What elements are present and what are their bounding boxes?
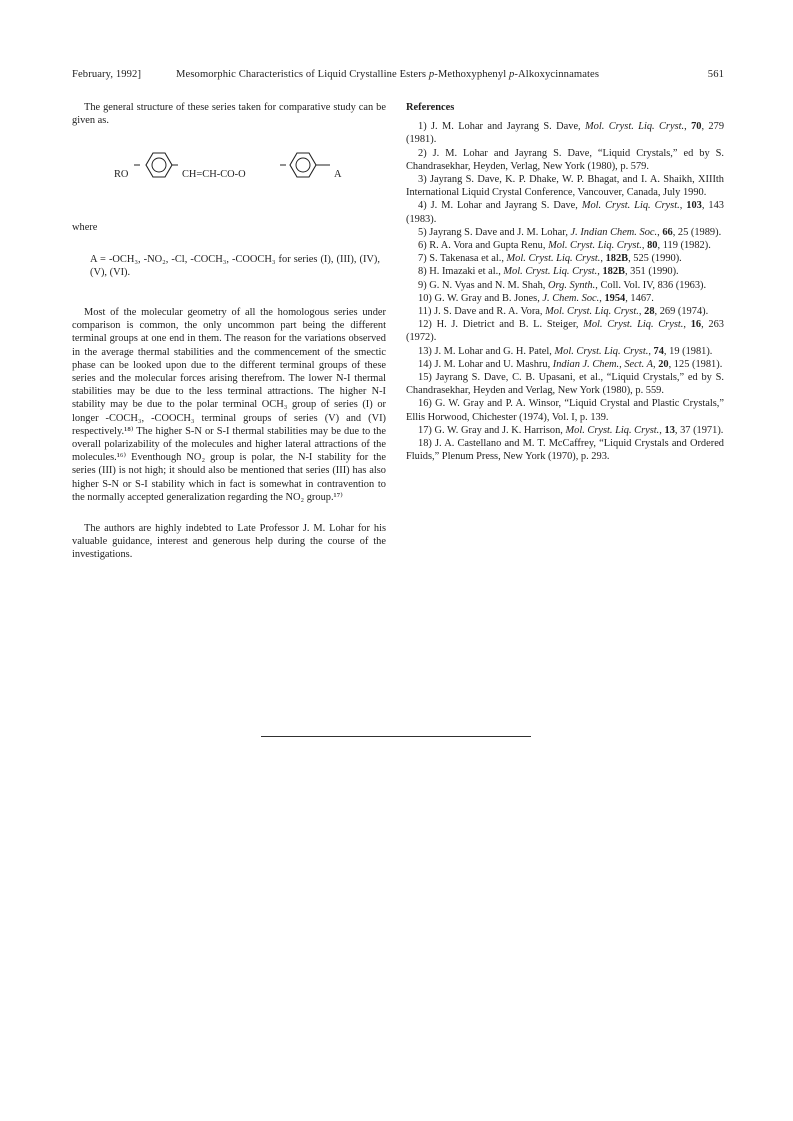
benzene-ring-right	[280, 145, 330, 185]
references-heading: References	[406, 102, 455, 113]
structure-linker-label: CH=CH-CO-O	[182, 169, 246, 181]
end-rule	[261, 736, 531, 737]
benzene-ring-left	[134, 145, 178, 185]
running-title: Mesomorphic Characteristics of Liquid Crystalline Esters p-Methoxyphenyl p-Alkoxycinnamates	[176, 69, 600, 80]
general-structure-figure	[72, 131, 386, 219]
references-section	[406, 101, 724, 463]
structure-ro-label: RO	[114, 169, 129, 181]
reference-item: 9) G. N. Vyas and N. M. Shah, Org. Synth., Coll. Vol. IV, 836 (1963).	[418, 279, 707, 291]
reference-item: 10) G. W. Gray and B. Jones, J. Chem. Soc., 1954, 1467.	[418, 292, 654, 304]
structure-intro: The general structure of these series taken for comparative study can be given as.	[72, 102, 386, 127]
running-head	[72, 69, 724, 85]
substituent-definition: A = -OCH₃, -NO₂, -Cl, -COCH₃, -COOCH₃ for series (I), (III), (IV), (V), (VI).	[90, 253, 380, 278]
reference-item: 13) J. M. Lohar and G. H. Patel, Mol. Cryst. Liq. Cryst., 74, 19 (1981).	[418, 345, 713, 357]
reference-item: 7) S. Takenasa et al., Mol. Cryst. Liq. Cryst., 182B, 525 (1990).	[418, 253, 682, 265]
reference-item: 11) J. S. Dave and R. A. Vora, Mol. Cryst. Liq. Cryst., 28, 269 (1974).	[418, 306, 709, 318]
reference-item: 1) J. M. Lohar and Jayrang S. Dave, Mol. Cryst. Liq. Cryst., 70, 279 (1981).	[406, 121, 725, 146]
reference-item: 4) J. M. Lohar and Jayrang S. Dave, Mol. Cryst. Liq. Cryst., 103, 143 (1983).	[406, 200, 724, 225]
reference-item: 15) Jayrang S. Dave, C. B. Upasani, et al., “Liquid Crystals,” ed by S. Chandrasekhar, Heyden and Verlag, New York (1980), p. 559.	[406, 372, 724, 397]
reference-item: 3) Jayrang S. Dave, K. P. Dhake, W. P. Bhagat, and I. A. Shaikh, XIIIth International Liquid Crystal Conference, Vancouver, Canada, July 1990.	[406, 174, 724, 199]
reference-item: 8) H. Imazaki et al., Mol. Cryst. Liq. Cryst., 182B, 351 (1990).	[418, 266, 679, 278]
reference-item: 17) G. W. Gray and J. K. Harrison, Mol. Cryst. Liq. Cryst., 13, 37 (1971).	[418, 424, 724, 436]
reference-item: 14) J. M. Lohar and U. Mashru, Indian J. Chem., Sect. A, 20, 125 (1981).	[418, 358, 723, 370]
reference-item: 2) J. M. Lohar and Jayrang S. Dave, “Liquid Crystals,” ed by S. Chandrasekhar, Heyden, Verlag, New York (1980), p. 579.	[406, 147, 724, 172]
where-label: where	[72, 222, 98, 234]
reference-item: 12) H. J. Dietrict and B. L. Steiger, Mol. Cryst. Liq. Cryst., 16, 263 (1972).	[406, 319, 724, 344]
issue-date: February, 1992]	[72, 69, 142, 80]
left-column	[72, 101, 386, 562]
page-number: 561	[707, 69, 724, 80]
reference-item: 18) J. A. Castellano and M. T. McCaffrey, “Liquid Crystals and Ordered Fluids,” Plenum Press, New York (1970), p. 293.	[406, 438, 724, 463]
reference-list	[406, 120, 724, 463]
reference-item: 6) R. A. Vora and Gupta Renu, Mol. Cryst. Liq. Cryst., 80, 119 (1982).	[418, 240, 711, 252]
structure-a-label: A	[334, 169, 342, 181]
reference-item: 16) G. W. Gray and P. A. Winsor, “Liquid Crystal and Plastic Crystals,” Ellis Horwood, Chichester (1974), Vol. I, p. 139.	[406, 398, 724, 423]
acknowledgement: The authors are highly indebted to Late Professor J. M. Lohar for his valuable guidance, interest and generous help during the course of the investigations.	[72, 523, 386, 561]
discussion-paragraph: Most of the molecular geometry of all the homologous series under comparison is common, the only uncommon part being the different terminal groups at one end in them. The reason for the variations observed in the average thermal stabilities and the commencement of the smectic phase can be looked upon due to the different terminal groups of these series and the molecular forces arising therefrom. The lower N-I thermal stabilities may be due to the less terminal attractions. The higher N-I stability may be due to the polar terminal OCH₃ group of series (I) or longer -COCH₃, -COOCH₃ terminal groups of series (V) and (VI) respectively.¹⁸⁾ The higher S-N or S-I thermal stabilities may be due to the overall polarizability of the molecules and higher lateral attractions of the molecules.¹⁶⁾ Eventhough NO₂ group is polar, the N-I stability for the series (III) is not high; it should also be mentioned that series (III) has also higher S-N or S-I stability which in fact is somewhat in contravention to the normally accepted generalization regarding the NO₂ group.¹⁷⁾	[72, 307, 386, 503]
reference-item: 5) Jayrang S. Dave and J. M. Lohar, J. Indian Chem. Soc., 66, 25 (1989).	[418, 226, 722, 238]
